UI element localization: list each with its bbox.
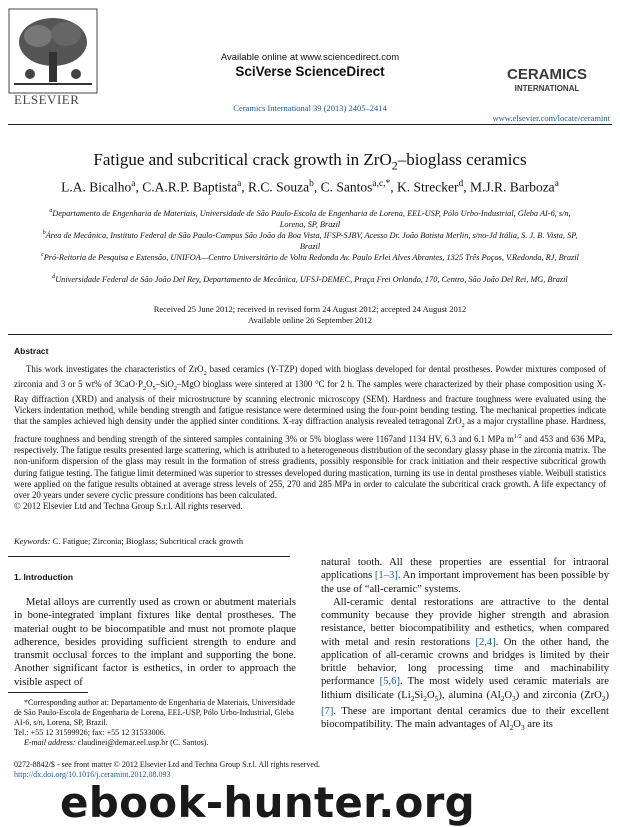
corresponding-author-footnote: *Corresponding author at: Departamento de Engenharia de Materiais, Universidade de São Paulo-Escola de Engenharia de Lorena, EEL-USP, Pólo Urbo-Industrial, Gleba AI-6, s/n, Lorena, SP, Brazil. Tel.: +55 12 31599926; fax: +55 12 31533006. E-mail address: claudinei@demar.eel.usp.br (C. Santos). — [14, 698, 295, 748]
platform-name: SciVerse ScienceDirect — [235, 64, 385, 79]
email-label: E-mail address: — [24, 738, 76, 748]
email-address[interactable]: claudinei@demar.eel.usp.br (C. Santos). — [77, 738, 209, 748]
abstract-bottom-divider — [8, 556, 290, 557]
affiliation-c: $^c$Pró-Reitoria de Pesquisa e Extensão, UNIFOA—Centro Universitário de Volta Redonda Av. Paulo Erlei Alves Abrantes, 1325 Três Poços, V.Redonda, RJ, Brazil — [41, 252, 579, 262]
abstract-top-divider — [8, 334, 612, 335]
journal-logo-subtitle: INTERNATIONAL — [514, 84, 580, 93]
journal-citation[interactable]: Ceramics International 39 (2013) 2405–2414 — [233, 103, 387, 113]
intro-left-column: Metal alloys are currently used as crown or abutment materials in bone-integrated implant fixtures like dental prostheses. The material ought to be biocompatible and must not promote plaque adherence, besides providing sufficient strength to endure and transmit occlusal forces to the implant and supporting the bone. Another significant factor is esthetics, in order to approach the visible aspect of — [14, 597, 296, 688]
article-title: Fatigue and subcritical crack growth in ZrO$_2$–bioglass ceramics — [93, 150, 527, 173]
affiliation-d: $^d$Universidade Federal de São João Del Rey, Departamento de Mecânica, UFSJ-DEMEC, Praça Frei Orlando, 170, Centro, São João Del Rei, MG, Brazil — [52, 274, 568, 284]
keywords-label: Keywords: — [14, 536, 51, 546]
abstract-heading: Abstract — [14, 346, 49, 356]
keywords-list: C. Fatigue; Zirconia; Bioglass; Subcritical crack growth — [52, 536, 244, 546]
issn-line: 0272-8842/$ - see front matter © 2012 Elsevier Ltd and Techna Group S.r.l. All rights reserved. — [14, 760, 320, 769]
journal-url-link[interactable]: www.elsevier.com/locate/ceramint — [492, 113, 610, 123]
publisher-logo-text: ELSEVIER — [14, 92, 80, 107]
journal-logo-title: CERAMICS — [506, 66, 587, 83]
abstract-text: This work investigates the characteristics of ZrO$_2$ based ceramics (Y-TZP) doped with bioglass developed for dental prostheses. Powder mixtures composed of zirconia and 3 or 5 wt% of $3CaO\cdot P_2O_5-SiO_2$–MgO bioglass were sintered at 1300 °C for 2 h. The samples were characterized by their phase composition using X-Ray diffraction (XRD) and analysis of their microstructure by scanning electronic microscopy (SEM). Hardness and fracture toughness were evaluated using the Vickers indentation method, while bending strength and fatigue resistance were determined using the four-point bending testing. The mechanical properties indicate that the samples achieved high density under the applied sinter conditions. X-ray diffraction analysis revealed tetragonal ZrO$_2$ as a major crystalline phase. Hardness, fracture toughness and bending strength of the sintered samples containing 3% or 5% bioglass were 1167and 1134 HV, 6.3 and 6.1 MPa $m^{1/2}$ and 453 and 636 MPa, respectively. The fatigue results presented large scattering, which is attributed to a heterogeneous distribution of the secondary glassy phase in the zirconia matrix. The non-uniform dispersion of the glass may result in the formation of stress gradients, possibly responsible for crack initiation and their respective subcritical growth during fatigue testing. The fatigue limit determined was superior to stresses developed during mastication, turning its use in dental prostheses viable. Weibull statistics were applied on the fatigue results obtained at average stress levels of 255, 270 and 285 MPa in order to calculate the subcritical crack growth. A life expectancy of over 20 years under severe cyclic pressure conditions has been calculated. © 2012 Elsevier Ltd and Techna Group S.r.l. All rights reserved. — [14, 364, 607, 512]
received-dates: Received 25 June 2012; received in revised form 24 August 2012; accepted 24 August 2012 — [153, 304, 467, 314]
footnote-divider — [8, 692, 88, 693]
header-divider — [8, 124, 612, 125]
doi-link[interactable]: http://dx.doi.org/10.1016/j.ceramint.2012.08.093 — [14, 770, 171, 779]
section-heading-introduction: 1. Introduction — [14, 572, 74, 582]
keywords — [14, 536, 243, 546]
author-list: L.A. Bicalho$^a$, C.A.R.P. Baptista$^a$, R.C. Souza$^b$, C. Santos$^{a,c,*}$, K. Strecker$^d$, M.J.R. Barboza$^a$ — [61, 179, 559, 195]
available-date: Available online 26 September 2012 — [247, 315, 372, 325]
page-footer — [14, 760, 320, 780]
affiliation-a: $^a$Departamento de Engenharia de Materiais, Universidade de São Paulo-Escola de Engenharia de Lorena, EEL-USP, Pólo Urbo-Industrial, Gleba AI-6, s/n, Lorena, SP, Brazil — [49, 208, 571, 229]
elsevier-tree-logo — [8, 8, 98, 94]
available-online-text: Available online at www.sciencedirect.com — [220, 52, 400, 63]
affiliation-b: $^b$Área de Mecânica, Instituto Federal de São Paulo-Campus São João da Boa Vista, IFSP-SJBV, Acesso Dr. João Batista Merlin, s/no-Jd Itália, S. J. B. Vista, SP, Brazil — [42, 230, 578, 251]
intro-right-column: natural tooth. All these properties are essential for intraoral applications [1–3]. An important improvement has been possible by the use of “all-ceramic” systems. All-ceramic dental restorations are attractive to the dental community because they provide higher strength and abrasion resistance, better biocompatibility and esthetics, when compared with metal and resin restorations [2,4]. On the other hand, the application of all-ceramic crowns and bridges is limited by their brittle behavior, long processing time and machinability performance [5,6]. The most widely used ceramic materials are lithium disilicate $(Li_2Si_2O_5)$, alumina $(Al_2O_3)$ and zirconia (ZrO$_2$) [7]. These are important dental ceramics due to their excellent biocompatibility. The main advantages of $Al_2O_3$ are its — [321, 557, 610, 733]
watermark: ebook-hunter.org — [60, 778, 475, 827]
